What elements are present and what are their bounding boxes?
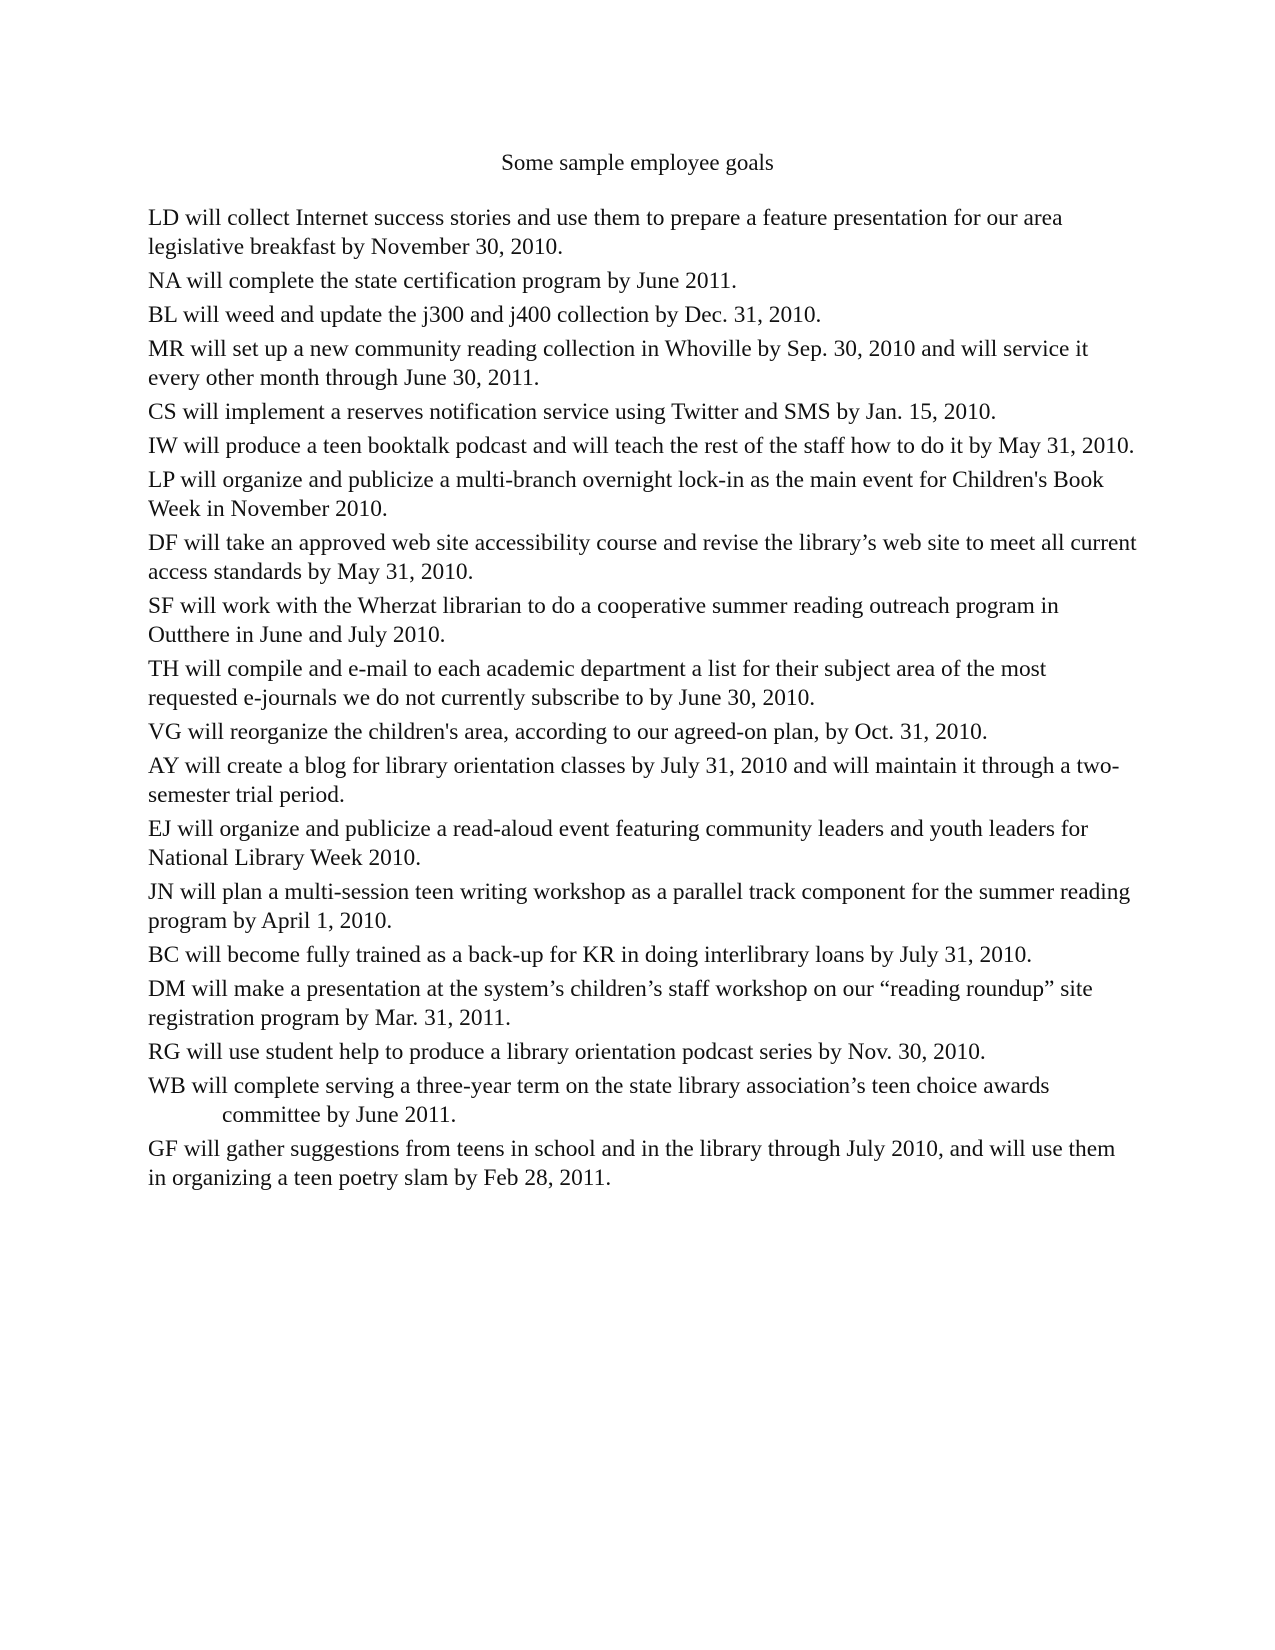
goal-item: DF will take an approved web site accessibility course and revise the library’s web site to meet all current access standards by May 31, 2010. <box>148 530 1137 585</box>
goals-list <box>148 204 1138 1198</box>
goal-item: WB will complete serving a three-year term on the state library association’s teen choice awards committee by June 2011. <box>148 1073 1050 1128</box>
goal-item: MR will set up a new community reading collection in Whoville by Sep. 30, 2010 and will service it every other month through June 30, 2011. <box>148 336 1089 391</box>
goal-item: VG will reorganize the children's area, according to our agreed-on plan, by Oct. 31, 2010. <box>148 719 988 745</box>
goal-item: TH will compile and e-mail to each academic department a list for their subject area of the most requested e-journals we do not currently subscribe to by June 30, 2010. <box>148 656 1047 711</box>
goal-item: AY will create a blog for library orientation classes by July 31, 2010 and will maintain it through a two-semester trial period. <box>148 753 1120 808</box>
goal-item: CS will implement a reserves notification service using Twitter and SMS by Jan. 15, 2010. <box>148 399 997 425</box>
goal-item: BC will become fully trained as a back-up for KR in doing interlibrary loans by July 31, 2010. <box>148 942 1033 968</box>
goal-item: GF will gather suggestions from teens in school and in the library through July 2010, and will use them in organizing a teen poetry slam by Feb 28, 2011. <box>148 1136 1116 1191</box>
goal-item: SF will work with the Wherzat librarian to do a cooperative summer reading outreach program in Outthere in June and July 2010. <box>148 593 1059 648</box>
goal-item: RG will use student help to produce a library orientation podcast series by Nov. 30, 2010. <box>148 1039 986 1065</box>
goal-item: EJ will organize and publicize a read-aloud event featuring community leaders and youth leaders for National Library Week 2010. <box>148 816 1089 871</box>
goal-item: LP will organize and publicize a multi-branch overnight lock-in as the main event for Children's Book Week in November 2010. <box>148 467 1104 522</box>
goal-item: IW will produce a teen booktalk podcast and will teach the rest of the staff how to do it by May 31, 2010. <box>148 433 1135 459</box>
goal-item: BL will weed and update the j300 and j400 collection by Dec. 31, 2010. <box>148 302 822 328</box>
page-title: Some sample employee goals <box>501 150 774 175</box>
goal-item: JN will plan a multi-session teen writing workshop as a parallel track component for the summer reading program by April 1, 2010. <box>148 879 1131 934</box>
goal-item: DM will make a presentation at the system’s children’s staff workshop on our “reading roundup” site registration program by Mar. 31, 2011. <box>148 976 1093 1031</box>
goal-item: NA will complete the state certification program by June 2011. <box>148 268 737 294</box>
goal-item: LD will collect Internet success stories and use them to prepare a feature presentation for our area legislative breakfast by November 30, 2010. <box>148 205 1063 260</box>
